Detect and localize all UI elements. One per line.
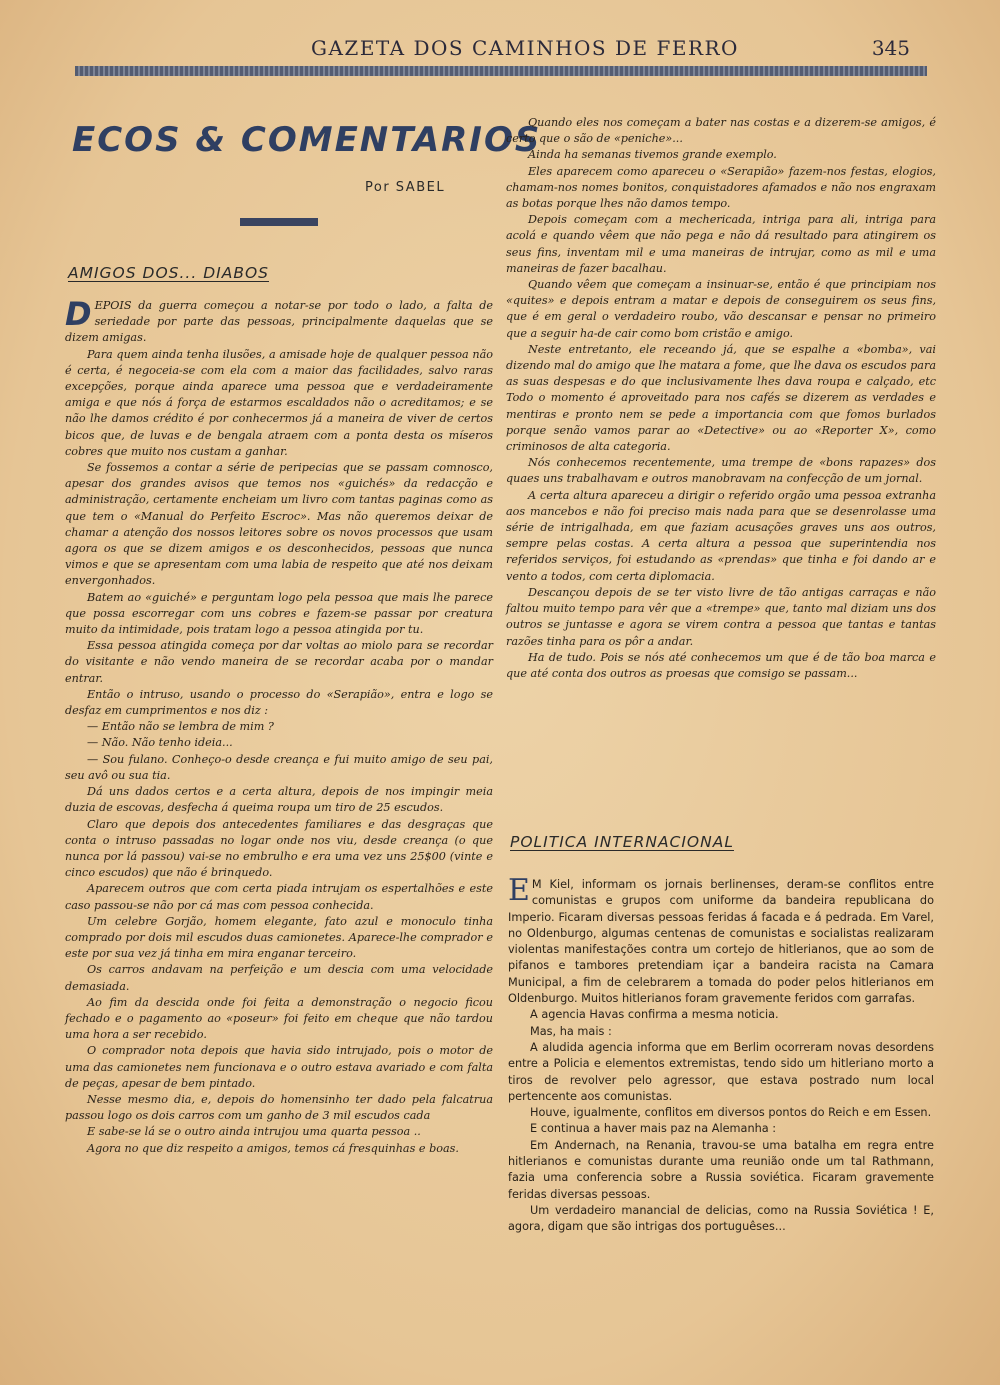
paragraph: Nós conhecemos recentemente, uma trempe de «bons rapazes» dos quaes uns trabalhavam e outros manobravam na confecção de um jornal.	[506, 456, 936, 486]
paragraph: Houve, igualmente, conflitos em diversos pontos do Reich e em Essen.	[530, 1106, 932, 1120]
paragraph: Se fossemos a contar a série de peripecias que se passam comnosco, apesar dos grandes avisos que temos nos «guichés» da redacção e administração, certamente encheiam um livro com tantas paginas como as que tem o «Manual do Perfeito Escroc». Mas não queremos deixar de chamar a atenção dos nossos leitores sobre os novos processos que usam agora os que se dizem amigos e os desconhecidos, pessoas que nunca vimos e que se apresentam com uma labia de respeito que até nos deixam envergonhados.	[65, 461, 493, 588]
paragraph: A aludida agencia informa que em Berlim ocorreram novas desordens entre a Policia e elementos extremistas, tendo sido um hitleriano morto a tiros de revolver pelo agressor, que estava postrado num local pertencente aos comunistas.	[508, 1040, 934, 1103]
section-body-amigos	[65, 295, 493, 1157]
paragraph: Um celebre Gorjão, homem elegante, fato azul e monoculo tinha comprado por dois mil escudos duas camionetes. Aparece-lhe comprador e este por sua vez já tinha em mira enganar terceiro.	[65, 914, 493, 961]
paragraph: Nesse mesmo dia, e, depois do homensinho ter dado pela falcatrua passou logo os dois carros com um ganho de 3 mil escudos cada	[65, 1092, 493, 1123]
byline: Por SABEL	[365, 180, 446, 195]
first-paragraph-text: EPOIS da guerra começou a notar-se por todo o lado, a falta de seriedade por parte das pessoas, principalmente daquelas que se dizem amigas.	[65, 299, 493, 345]
first-paragraph	[65, 295, 493, 347]
politica-first-paragraph	[508, 873, 934, 1007]
drop-cap: D	[65, 295, 92, 333]
paragraph: Então o intruso, usando o processo do «Serapião», entra e logo se desfaz em cumprimentos e nos diz :	[65, 687, 493, 718]
politica-paragraph-list	[508, 1007, 934, 1235]
paragraph: — Sou fulano. Conheço-o desde creança e fui muito amigo de seu pai, seu avô ou sua tia.	[65, 752, 493, 782]
paragraph: Aparecem outros que com certa piada intrujam os espertalhões e este caso passou-se não por cá mas com pessoa conhecida.	[65, 882, 493, 912]
article-heading: ECOS & COMENTARIOS	[72, 120, 542, 160]
paragraph: Ao fim da descida onde foi feita a demonstração o negocio ficou fechado e o pagamento ao «poseur» foi feito em cheque que não tardou uma hora a ser recebido.	[65, 995, 493, 1042]
paragraph-list	[65, 347, 493, 1157]
paragraph: Para quem ainda tenha ilusões, a amisade hoje de qualquer pessoa não é certa, é negoceia-se com ela com a maior das facilidades, salvo raras excepções, porque ainda aparece uma pessoa que e verdadeiramente amiga e que nós á força de estarmos escaldados não o acreditamos; e se não lhe damos crédito é por conhecermos já a maneira de viver de certos bicos que, de luvas e de bengala atraem com a ponta desta os míseros cobres que muito nos custam a ganhar.	[65, 347, 493, 458]
paragraph: Claro que depois dos antecedentes familiares e das desgraças que conta o intruso passadas no logar onde nos viu, desde creança (o que nunca por lá passou) vai-se no embrulho e era uma vez uns 25$00 (vinte e cinco escudos) que não é brinquedo.	[65, 817, 493, 880]
paragraph: Mas, ha mais :	[530, 1024, 612, 1038]
paragraph: Ha de tudo. Pois se nós até conhecemos um que é de tão boa marca e que até conta dos outros as proesas que comsigo se passam...	[506, 650, 936, 680]
header-rule	[75, 66, 927, 76]
byline-rule	[240, 218, 318, 226]
paragraph: Quando vêem que começam a insinuar-se, então é que principiam nos «quites» e depois entram a matar e depois de conseguirem os seus fins, que é em geral o verdadeiro roubo, vão descansar e pensar no primeiro que a seguir ha-de cair como bom cristão e amigo.	[506, 278, 936, 340]
paragraph: A certa altura apareceu a dirigir o referido orgão uma pessoa extranha aos mancebos e não foi preciso mais nada para que se desenrolasse uma série de intrigalhada, em que faziam acusações graves uns aos outros, sempre pelas costas. A certa altura a pessoa que superintendia nos referidos serviços, foi estudando as «prendas» que tinha e foi dando ar e vento a todos, com certa diplomacia.	[506, 488, 936, 583]
publication-title: GAZETA DOS CAMINHOS DE FERRO	[311, 36, 739, 60]
paragraph: Um verdadeiro manancial de delicias, como na Russia Soviética ! E, agora, digam que são intrigas dos portuguêses...	[508, 1203, 934, 1234]
paragraph: E sabe-se lá se o outro ainda intrujou uma quarta pessoa ..	[87, 1125, 421, 1139]
section-title-politica: POLITICA INTERNACIONAL	[510, 833, 734, 851]
paragraph: Dá uns dados certos e a certa altura, depois de nos impingir meia duzia de escovas, desfecha á queima roupa um tiro de 25 escudos.	[65, 785, 493, 815]
page-header	[75, 36, 925, 64]
continued-paragraph-list	[506, 115, 936, 682]
page-number: 345	[871, 36, 910, 60]
paragraph: Batem ao «guiché» e perguntam logo pela pessoa que mais lhe parece que possa escorregar com uns cobres e fazem-se passar por creatura muito da intimidade, pois tratam logo a pessoa atingida por tu.	[65, 590, 493, 637]
paragraph: Ainda ha semanas tivemos grande exemplo.	[528, 148, 777, 162]
paragraph: Agora no que diz respeito a amigos, temos cá fresquinhas e boas.	[87, 1141, 459, 1155]
paragraph: E continua a haver mais paz na Alemanha :	[530, 1122, 777, 1136]
paragraph: Quando eles nos começam a bater nas costas e a dizerem-se amigos, é certo que o são de «peniche»...	[506, 116, 936, 146]
paragraph: O comprador nota depois que havia sido intrujado, pois o motor de uma das camionetes nem funcionava e o outro estava avariado e com falta de peças, apesar de bem pintado.	[65, 1044, 493, 1090]
paragraph: A agencia Havas confirma a mesma noticia.	[530, 1008, 779, 1022]
paragraph: Eles aparecem como apareceu o «Serapião» fazem-nos festas, elogios, chamam-nos nomes bonitos, conquistadores afamados e não nos engraxam as botas porque lhes não damos tempo.	[506, 164, 936, 211]
paragraph: Os carros andavam na perfeição e um descia com uma velocidade demasiada.	[65, 963, 493, 993]
drop-cap: E	[508, 873, 530, 908]
politica-first-paragraph-text: M Kiel, informam os jornais berlinenses, deram-se conflitos entre comunistas e grupos com uniforme da bandeira republicana do Imperio. Ficaram diversas pessoas feridas á facada e á pedrada. Em Varel, no Oldenburgo, algumas centenas de comunistas e socialistas realizaram violentas manifestações contra um cortejo de hitlerianos, que ao som de pifanos e tambores pretendiam içar a bandeira racista na Camara Municipal, a fim de celebrarem a tomada do poder pelos hitlerianos em Oldenburgo. Muitos hitlerianos foram gravemente feridos com garrafas.	[508, 878, 934, 1006]
paragraph: Descançou depois de se ter visto livre de tão antigas carraças e não faltou muito tempo para vêr que a «trempe» que, tanto mal diziam uns dos outros se juntasse e agora se virem contra a pessoa que tantas e tantas razões tinha para os pôr a andar.	[506, 585, 936, 648]
section-body-politica	[508, 873, 934, 1236]
paragraph: Neste entretanto, ele receando já, que se espalhe a «bomba», vai dizendo mal do amigo que lhe matara a fome, que lhe dava os escudos para as suas despesas e do que inclusivamente lhes dava roupa e calçado, etc Todo o momento é aproveitado para nos cafés se dizerem as verdades e mentiras e pronto nem se pede a importancia com que fomos burlados porque senão vamos parar ao «Detective» ou ao «Reporter X», como criminosos de alta categoria.	[506, 342, 936, 454]
section-title-amigos: AMIGOS DOS... DIABOS	[68, 264, 269, 282]
paragraph: — Não. Não tenho ideia...	[87, 736, 233, 750]
paragraph: Em Andernach, na Renania, travou-se uma batalha em regra entre hitlerianos e comunistas durante uma reunião onde um tal Rathmann, fazia uma conferencia sobre a Russia soviética. Ficaram gravemente feridas diversas pessoas.	[508, 1138, 934, 1201]
paragraph: Depois começam com a mechericada, intriga para ali, intriga para acolá e quando vêem que não pega e não dá resultado para atingirem os seus fins, inventam mil e uma maneiras de intrujar, como as mil e uma maneiras de fazer bacalhau.	[506, 213, 936, 275]
paragraph: — Então não se lembra de mim ?	[87, 720, 274, 734]
continued-text	[506, 115, 936, 682]
paragraph: Essa pessoa atingida começa por dar voltas ao miolo para se recordar do visitante e não vendo maneira de se recordar acaba por o mandar entrar.	[65, 639, 493, 685]
